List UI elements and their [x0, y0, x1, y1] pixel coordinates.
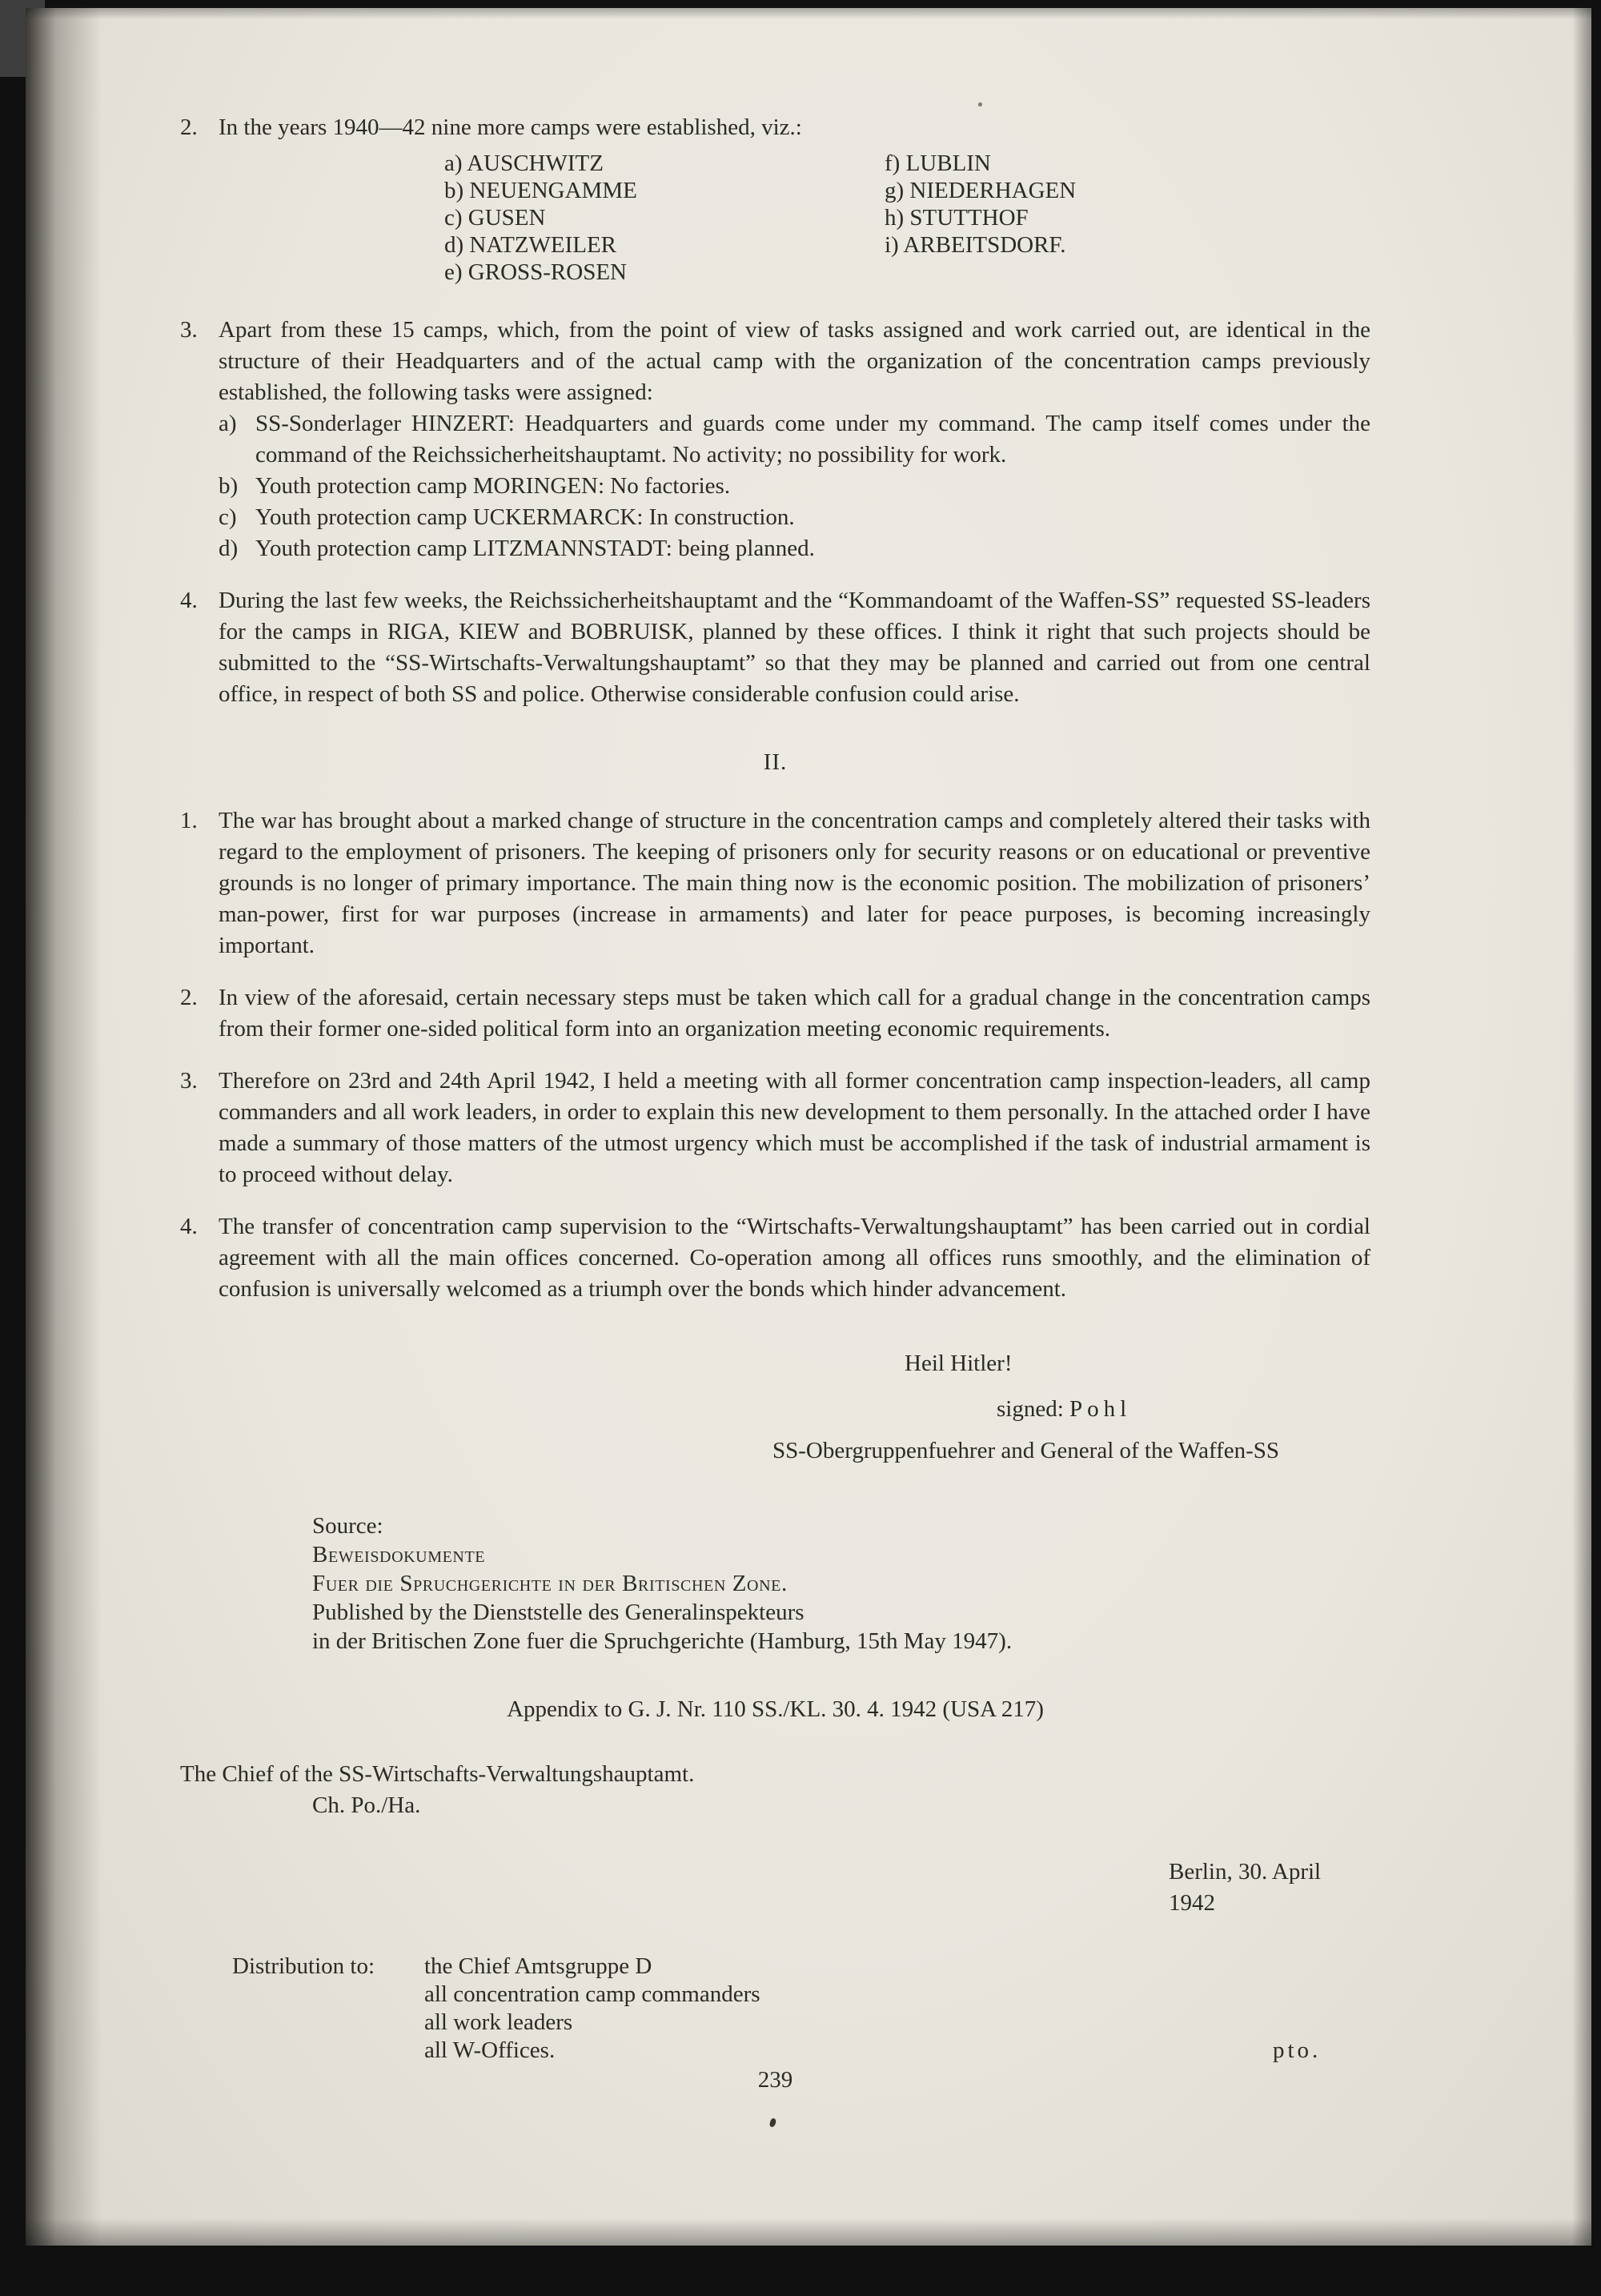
item-text: Apart from these 15 camps, which, from the point of view of tasks assigned and work carried out, are identical in the structure of their Headquarters and of the actual camp with the organization of the concentration camps previously established, the following tasks were assigned:: [219, 317, 1370, 405]
chief-line-2: Ch. Po./Ha.: [312, 1792, 421, 1818]
item-text: The transfer of concentration camp supervision to the “Wirtschafts-Verwaltungshauptamt” has been carried out in cordial agreement with all the main offices concerned. Co-operation among all offices runs smoothly, and the elimination of confusion is universally welcomed as a triumph over the bonds which hinder advancement.: [219, 1214, 1370, 1302]
chief-block: [180, 1759, 1370, 1821]
subitem-c: [219, 502, 1370, 533]
item-number: 2.: [180, 985, 198, 1010]
subitem-b: [219, 471, 1370, 502]
camp-entry: c) GUSEN: [444, 205, 546, 231]
source-line-4: in der Britischen Zone fuer die Spruchgerichte (Hamburg, 15th May 1947).: [312, 1628, 1013, 1654]
subitem-text: SS-Sonderlager HINZERT: Headquarters and guards come under my command. The camp itself comes under the command of the Reichssicherheitshauptamt. No activity; no possibility for work.: [255, 411, 1370, 468]
scan-speck: [769, 2117, 776, 2127]
item-i-4: [180, 585, 1370, 710]
source-line-1: Beweisdokumente: [312, 1542, 486, 1567]
scan-speck: [978, 102, 982, 106]
signed-label: signed:: [997, 1396, 1064, 1422]
source-line-3: Published by the Dienststelle des Generalinspekteurs: [312, 1600, 805, 1625]
subitem-number: d): [219, 536, 239, 561]
source-block: [312, 1511, 1370, 1656]
item-ii-2: [180, 982, 1370, 1045]
page-edge-top: [26, 8, 1591, 19]
item-text: The war has brought about a marked change of structure in the concentration camps and completely altered their tasks with regard to the employment of prisoners. The keeping of prisoners only for security reasons or on educational or preventive grounds is no longer of primary importance. The main thing now is the economic position. The mobilization of prisoners’ man-power, first for war purposes (increase in armaments) and later for peace purposes, is becoming increasingly important.: [219, 808, 1370, 958]
subitem-text: Youth protection camp MORINGEN: No factories.: [255, 473, 731, 499]
binding-shadow: [26, 8, 102, 2246]
item-number: 2.: [180, 114, 198, 140]
distribution-item: the Chief Amtsgruppe D: [424, 1953, 652, 1979]
item-number: 3.: [180, 1068, 198, 1094]
item-text: Therefore on 23rd and 24th April 1942, I held a meeting with all former concentration camp inspection-leaders, all camp commanders and all work leaders, in order to explain this new development to them personally. In the attached order I have made a summary of those matters of the utmost urgency which must be accomplished if the task of industrial armament is to proceed without delay.: [219, 1068, 1370, 1187]
item-ii-3: [180, 1066, 1370, 1190]
signer-title: SS-Obergruppenfuehrer and General of the Waffen-SS: [772, 1438, 1280, 1463]
item-ii-4: [180, 1211, 1370, 1305]
item-body: [219, 112, 1370, 294]
item-text: During the last few weeks, the Reichssicherheitshauptamt and the “Kommandoamt of the Waffen-SS” requested SS-leaders for the camps in RIGA, KIEW and BOBRUISK, planned by these offices. I think it right that such projects should be submitted to the “SS-Wirtschafts-Verwaltungshauptamt” so that they may be planned and carried out from one central office, in respect of both SS and police. Otherwise considerable confusion could arise.: [219, 588, 1370, 707]
camp-entry: f) LUBLIN: [885, 151, 991, 176]
source-line-2: Fuer die Spruchgerichte in der Britischen Zone.: [312, 1571, 788, 1596]
item-ii-1: [180, 805, 1370, 961]
closing-block: [180, 1348, 1370, 1467]
item-number: 1.: [180, 808, 198, 833]
signature-line: [997, 1394, 1370, 1425]
page-edge-right: [1572, 8, 1591, 2246]
distribution-block: [232, 1953, 1370, 2065]
signed-name: Pohl: [1069, 1396, 1132, 1422]
camp-entry: h) STUTTHOF: [885, 205, 1029, 231]
camp-list: [444, 150, 1370, 286]
pto-note: pto.: [1273, 2037, 1322, 2063]
subitem-number: c): [219, 504, 237, 530]
salute-line: Heil Hitler!: [905, 1351, 1013, 1376]
source-label: Source:: [312, 1513, 383, 1539]
camp-list-left: [444, 150, 885, 286]
item-number: 4.: [180, 1214, 198, 1239]
distribution-item: all concentration camp commanders: [424, 1981, 760, 2007]
item-text: In view of the aforesaid, certain necessary steps must be taken which call for a gradual change in the concentration camps from their former one-sided political form into an organization meeting economic requirements.: [219, 985, 1370, 1042]
subitem-text: Youth protection camp UCKERMARCK: In construction.: [255, 504, 795, 530]
chief-line-1: The Chief of the SS-Wirtschafts-Verwaltungshauptamt.: [180, 1761, 695, 1787]
camp-entry: b) NEUENGAMME: [444, 178, 637, 203]
camp-list-right: [885, 150, 1076, 286]
distribution-item: all work leaders: [424, 2009, 573, 2035]
subitem-a: [219, 408, 1370, 471]
page-number: 239: [757, 2067, 793, 2093]
subitem-number: b): [219, 473, 239, 499]
camp-entry: g) NIEDERHAGEN: [885, 178, 1077, 203]
item-intro: In the years 1940—42 nine more camps were established, viz.:: [219, 114, 802, 140]
camp-entry: i) ARBEITSDORF.: [885, 232, 1066, 258]
distribution-item: all W-Offices.: [424, 2037, 556, 2063]
section-heading: II.: [763, 749, 788, 775]
camp-entry: e) GROSS-ROSEN: [444, 259, 627, 285]
subitem-text: Youth protection camp LITZMANNSTADT: being planned.: [255, 536, 815, 561]
appendix-line: Appendix to G. J. Nr. 110 SS./KL. 30. 4. 1942 (USA 217): [507, 1696, 1044, 1722]
dateline: Berlin, 30. April 1942: [1169, 1859, 1322, 1916]
distribution-label: Distribution to:: [232, 1953, 375, 1979]
item-i-3: [180, 315, 1370, 564]
distribution-items: [424, 1953, 760, 2065]
page-edge-bottom: [26, 2218, 1591, 2246]
item-i-2: [180, 112, 1370, 294]
document-page: [26, 8, 1591, 2246]
subitem-number: a): [219, 411, 237, 436]
item-number: 3.: [180, 317, 198, 343]
page-content: [180, 112, 1370, 2065]
subitem-d: [219, 533, 1370, 564]
item-body: [219, 315, 1370, 564]
camp-entry: a) AUSCHWITZ: [444, 151, 604, 176]
camp-entry: d) NATZWEILER: [444, 232, 617, 258]
item-number: 4.: [180, 588, 198, 613]
